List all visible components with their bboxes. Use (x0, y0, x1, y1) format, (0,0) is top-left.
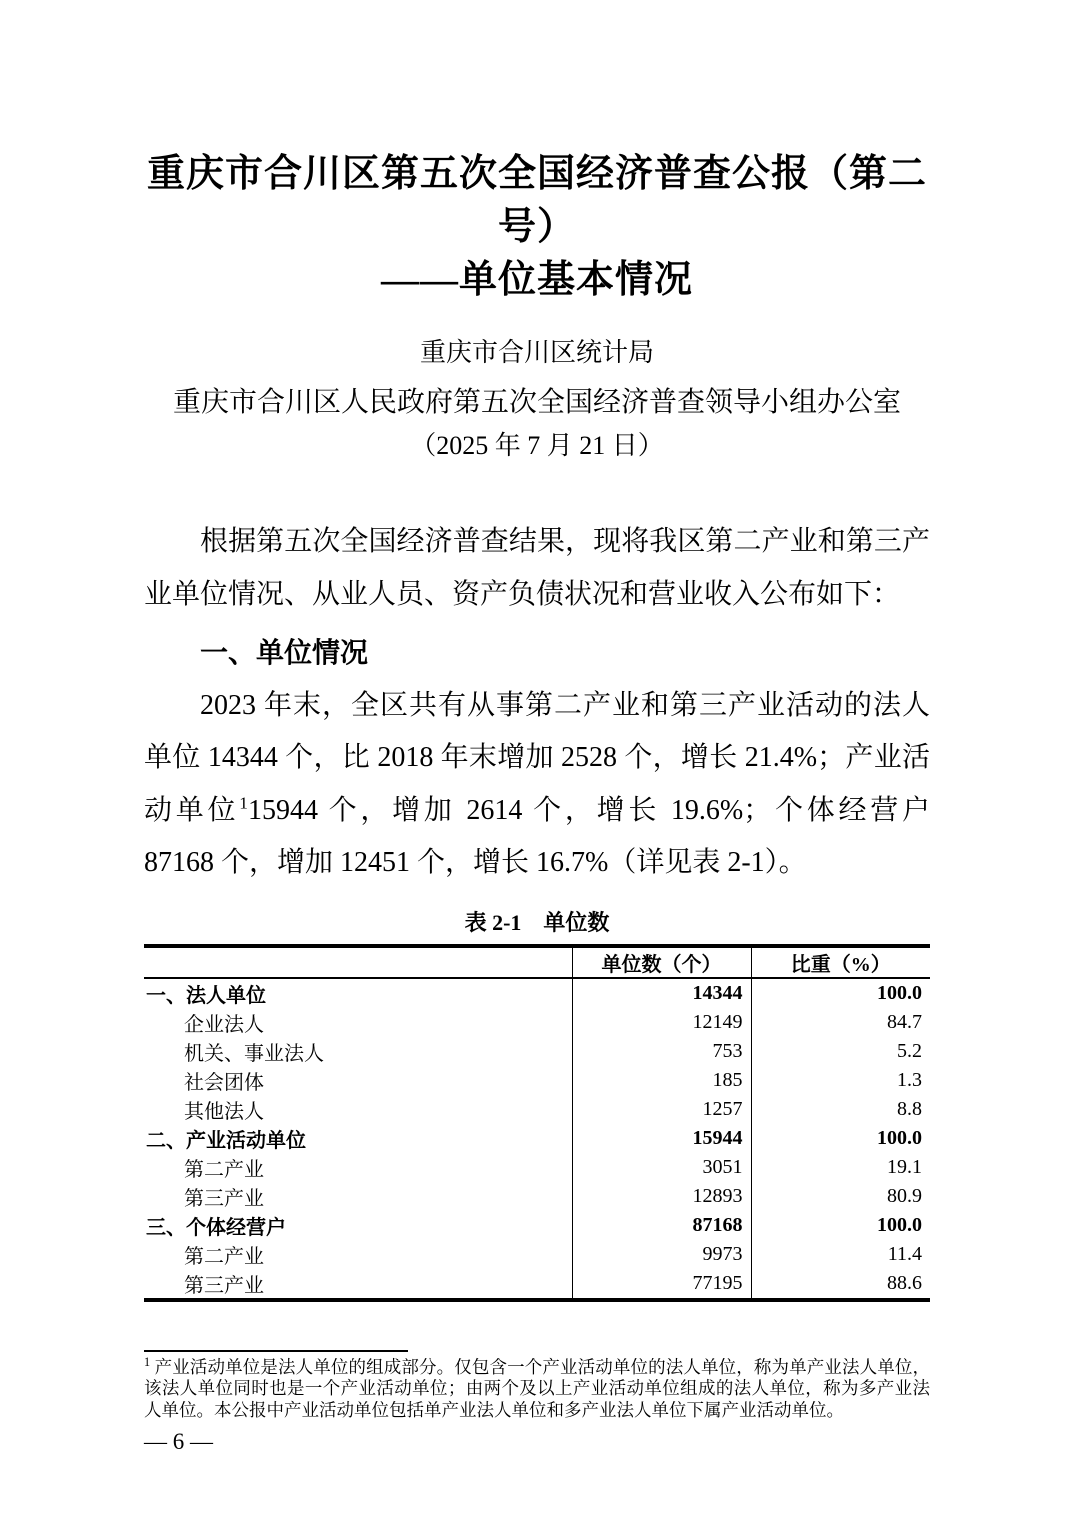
row-share: 100.0 (751, 1124, 930, 1153)
document-title (144, 148, 930, 307)
row-unit-count: 753 (572, 1037, 751, 1066)
row-label: 第二产业 (184, 1245, 264, 1268)
row-share: 5.2 (751, 1037, 930, 1066)
row-label: 三、个体经营户 (146, 1216, 286, 1239)
section-heading-1: 一、单位情况 (200, 637, 369, 668)
table-header-blank (144, 946, 572, 978)
table-row (144, 1211, 930, 1240)
row-unit-count: 12893 (572, 1182, 751, 1211)
row-unit-count: 77195 (572, 1269, 751, 1300)
row-unit-count: 3051 (572, 1153, 751, 1182)
row-unit-count: 9973 (572, 1240, 751, 1269)
table-row (144, 1182, 930, 1211)
statistics-text-before-footnote-ref: 2023 年末，全区共有从事第二产业和第三产业活动的法人单位 14344 个，比 2018 年末增加 2528 个，增长 21.4%；产业活动单位 (144, 689, 930, 826)
row-share: 80.9 (751, 1182, 930, 1211)
table-caption: 表 2-1 单位数 (464, 909, 610, 935)
table-row (144, 1095, 930, 1124)
table-header-unit-count: 单位数（个） (572, 946, 751, 978)
row-label: 社会团体 (184, 1071, 264, 1094)
row-unit-count: 87168 (572, 1211, 751, 1240)
row-share: 100.0 (751, 978, 930, 1008)
row-unit-count: 1257 (572, 1095, 751, 1124)
statistics-paragraph (144, 680, 930, 890)
units-table (144, 944, 930, 1302)
table-row (144, 1066, 930, 1095)
row-label: 一、法人单位 (146, 984, 266, 1007)
page-number: — 6 — (144, 1429, 213, 1454)
footnote (144, 1354, 930, 1422)
row-share: 11.4 (751, 1240, 930, 1269)
row-label: 第三产业 (184, 1187, 264, 1210)
publish-date: （2025 年 7 月 21 日） (410, 431, 664, 460)
table-row (144, 1008, 930, 1037)
table-header-share: 比重（%） (751, 946, 930, 978)
table-row (144, 1153, 930, 1182)
row-unit-count: 185 (572, 1066, 751, 1095)
table-row (144, 978, 930, 1008)
footnote-text: 产业活动单位是法人单位的组成部分。仅包含一个产业活动单位的法人单位，称为单产业法人单位，该法人单位同时也是一个产业活动单位；由两个及以上产业活动单位组成的法人单位，称为多产业法人单位。本公报中产业活动单位包括单产业法人单位和多产业法人单位下属产业活动单位。 (144, 1356, 930, 1420)
row-share: 88.6 (751, 1269, 930, 1300)
row-share: 8.8 (751, 1095, 930, 1124)
table-row (144, 1037, 930, 1066)
row-label: 企业法人 (184, 1013, 264, 1036)
issuing-org-2: 重庆市合川区人民政府第五次全国经济普查领导小组办公室 (172, 387, 901, 418)
issuing-org-1: 重庆市合川区统计局 (419, 338, 654, 367)
row-label: 其他法人 (184, 1100, 264, 1123)
statistics-text-after-footnote-ref: 15944 个，增加 2614 个，增长 19.6%；个体经营户 87168 个，增加 12451 个，增长 16.7%（详见表 2-1）。 (144, 794, 930, 878)
footnote-separator-rule (144, 1350, 408, 1352)
table-row (144, 1124, 930, 1153)
row-label: 二、产业活动单位 (146, 1129, 306, 1152)
table-row (144, 1240, 930, 1269)
units-table-body (144, 978, 930, 1300)
row-unit-count: 12149 (572, 1008, 751, 1037)
table-header-row (144, 946, 930, 978)
document-title-line2: ——单位基本情况 (380, 259, 693, 301)
table-row (144, 1269, 930, 1300)
row-unit-count: 15944 (572, 1124, 751, 1153)
row-share: 19.1 (751, 1153, 930, 1182)
row-share: 84.7 (751, 1008, 930, 1037)
footnote-number: 1 (144, 1354, 151, 1369)
row-share: 1.3 (751, 1066, 930, 1095)
row-share: 100.0 (751, 1211, 930, 1240)
row-label: 机关、事业法人 (184, 1042, 324, 1065)
row-label: 第二产业 (184, 1158, 264, 1181)
intro-paragraph: 根据第五次全国经济普查结果，现将我区第二产业和第三产业单位情况、从业人员、资产负债状况和营业收入公布如下： (144, 526, 930, 610)
row-label: 第三产业 (184, 1274, 264, 1297)
row-unit-count: 14344 (572, 978, 751, 1008)
document-title-line1: 重庆市合川区第五次全国经济普查公报（第二号） (146, 153, 927, 248)
footnote-reference-mark: 1 (239, 793, 248, 813)
